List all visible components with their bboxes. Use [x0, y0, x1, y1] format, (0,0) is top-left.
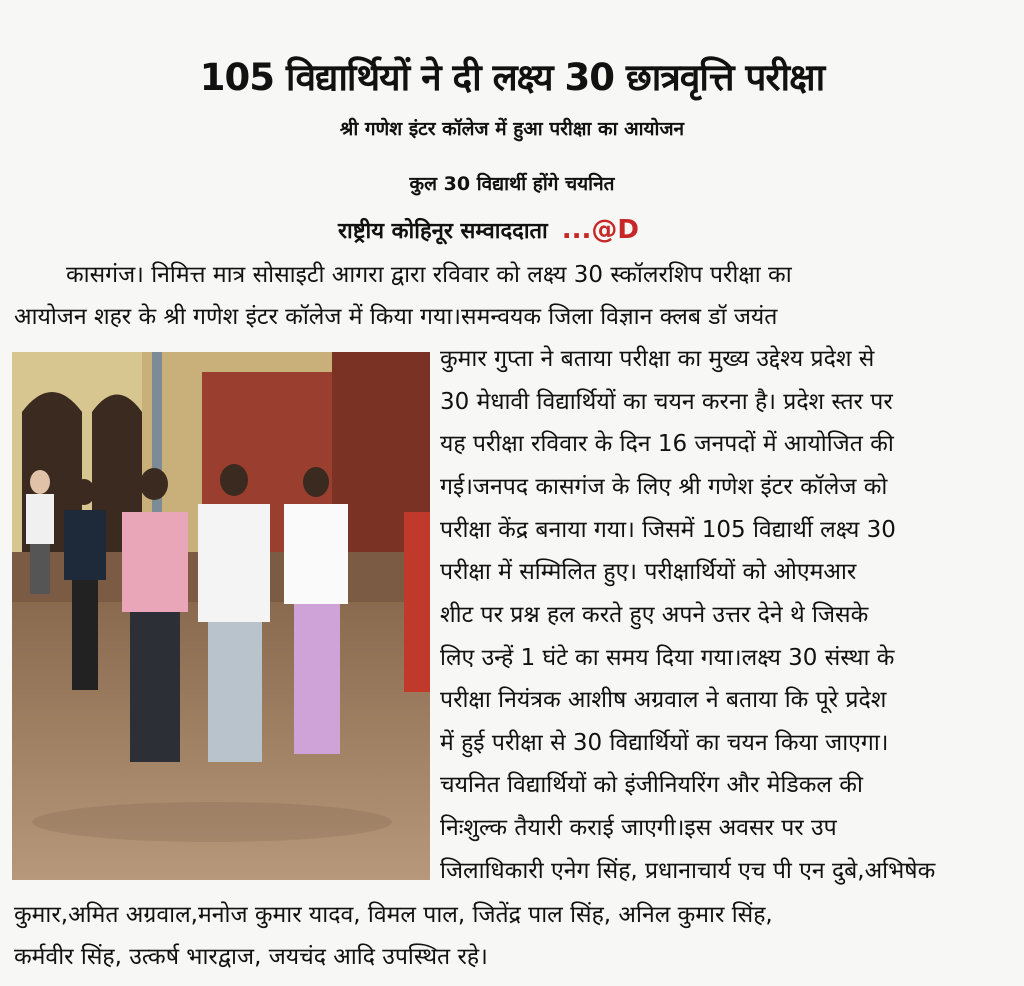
article-line: निःशुल्क तैयारी कराई जाएगी।इस अवसर पर उप — [440, 815, 837, 841]
byline — [338, 214, 639, 248]
subheadline-1: श्री गणेश इंटर कॉलेज में हुआ परीक्षा का आयोजन — [339, 118, 685, 140]
article-line: शीट पर प्रश्न हल करते हुए अपने उत्तर देने थे जिसके — [440, 602, 869, 628]
article-line: परीक्षा नियंत्रक आशीष अग्रवाल ने बताया कि पूरे प्रदेश — [440, 687, 887, 713]
article-line: कुमार,अमित अग्रवाल,मनोज कुमार यादव, विमल पाल, जितेंद्र पाल सिंह, अनिल कुमार सिंह, — [14, 902, 773, 928]
article-line: कर्मवीर सिंह, उत्कर्ष भारद्वाज, जयचंद आदि उपस्थित रहे। — [14, 944, 488, 970]
article-line: परीक्षा केंद्र बनाया गया। जिसमें 105 विद्यार्थी लक्ष्य 30 — [440, 517, 896, 543]
article-line: कुमार गुप्ता ने बताया परीक्षा का मुख्य उद्देश्य प्रदेश से — [440, 346, 875, 372]
article-line: जिलाधिकारी एनेग सिंह, प्रधानाचार्य एच पी एन दुबे,अभिषेक — [440, 858, 936, 884]
article-line: आयोजन शहर के श्री गणेश इंटर कॉलेज में किया गया।समन्वयक जिला विज्ञान क्लब डॉ जयंत — [14, 304, 778, 330]
article-line: चयनित विद्यार्थियों को इंजीनियरिंग और मेडिकल की — [440, 772, 863, 798]
news-photo — [12, 352, 430, 880]
article-line: 30 मेधावी विद्यार्थियों का चयन करना है। प्रदेश स्तर पर — [440, 389, 893, 415]
subheadline-2: कुल 30 विद्यार्थी होंगे चयनित — [409, 173, 615, 195]
article-line: कासगंज। निमित्त मात्र सोसाइटी आगरा द्वारा रविवार को लक्ष्य 30 स्कॉलरशिप परीक्षा का — [66, 262, 792, 288]
article-line: गई।जनपद कासगंज के लिए श्री गणेश इंटर कॉलेज को — [440, 474, 888, 500]
article-line: परीक्षा में सम्मिलित हुए। परीक्षार्थियों को ओएमआर — [440, 559, 857, 585]
byline-text: राष्ट्रीय कोहिनूर सम्वाददाता — [338, 219, 548, 244]
clipped-next-text — [0, 978, 1024, 986]
article-line: में हुई परीक्षा से 30 विद्यार्थियों का चयन किया जाएगा। — [440, 730, 889, 756]
byline-mark: ...@D — [561, 215, 639, 245]
headline: 105 विद्यार्थियों ने दी लक्ष्य 30 छात्रवृत्ति परीक्षा — [199, 55, 825, 99]
article-line: यह परीक्षा रविवार के दिन 16 जनपदों में आयोजित की — [440, 431, 894, 457]
article-line: लिए उन्हें 1 घंटे का समय दिया गया।लक्ष्य 30 संस्था के — [440, 645, 895, 671]
clipped-previous-text — [0, 0, 1024, 10]
